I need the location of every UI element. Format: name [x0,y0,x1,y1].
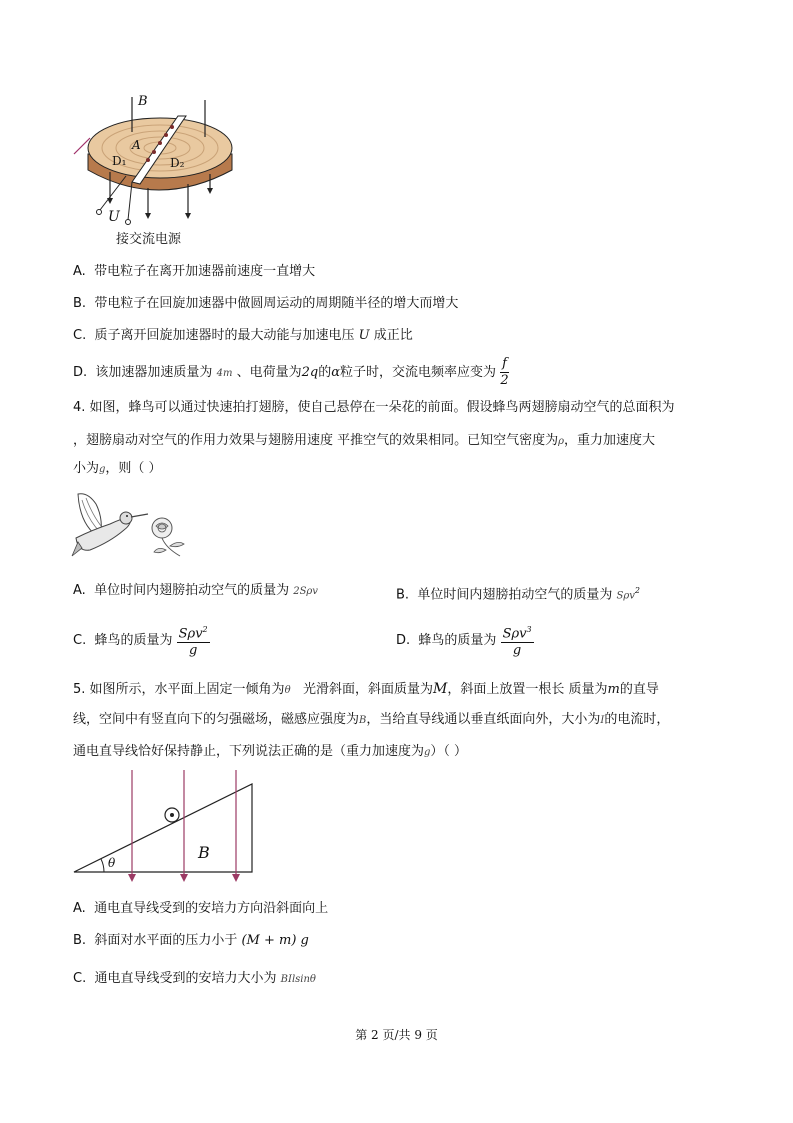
label-D1: D₁ [112,154,127,168]
q5-option-c: C. 通电直导线受到的安培力大小为 BIlsinθ [73,971,316,986]
q5-stem-line2: 线，空间中有竖直向下的匀强磁场，磁感应强度为B，当给直导线通以垂直纸面向外，大小为I的电流时， [73,712,670,727]
incline-label-B: B [198,843,210,862]
q3-option-a: A. 带电粒子在离开加速器前速度一直增大 [73,264,316,279]
hummingbird-illustration [70,486,190,562]
q4-stem-line2: ，翅膀扇动对空气的作用力效果与翅膀用速度 平推空气的效果相同。已知空气密度为ρ，重力加速度大 [73,433,656,448]
q4-stem-line1: 4. 如图，蜂鸟可以通过快速拍打翅膀，使自己悬停在一朵花的前面。假设蜂鸟两翅膀扇动空气的总面积为 [73,400,675,415]
q5-stem-line3: 通电直导线恰好保持静止，下列说法正确的是（重力加速度为g）（ ） [73,744,468,759]
q3-option-b: B. 带电粒子在回旋加速器中做圆周运动的周期随半径的增大而增大 [73,296,459,311]
label-B: B [138,94,148,109]
incline-figure [70,770,260,888]
fraction-f-over-2: $\frac{f}{2}$ [500,356,509,388]
q5-option-b: B. 斜面对水平面的压力小于 (M + m) g [73,933,309,948]
fraction-mass-c: $\frac{S\rho v^2}{g}$ [177,622,210,659]
q3-option-d: D. 该加速器加速质量为 4m 、电荷量为2q的α粒子时，交流电频率应变为 $\frac{f}{2}$ [73,356,509,388]
label-U: U [108,209,120,225]
incline-label-theta: θ [108,856,116,870]
q5-option-a: A. 通电直导线受到的安培力方向沿斜面向上 [73,901,329,916]
page-footer: 第 2 页/共 9 页 [355,1028,438,1042]
figure-caption: 接交流电源 [116,232,182,247]
q4-option-a: A. 单位时间内翅膀拍动空气的质量为 2Sρv [73,583,318,598]
q4-stem-line3: 小为g，则（ ） [73,461,162,476]
q4-option-d: D. 蜂鸟的质量为 $\frac{S\rho v^3}{g}$ [396,622,534,660]
label-A: A [132,138,141,152]
fraction-mass-d: $\frac{S\rho v^3}{g}$ [501,622,534,659]
q4-option-b: B. 单位时间内翅膀拍动空气的质量为 Sρv$^2$ [396,586,640,603]
q4-option-c: C. 蜂鸟的质量为 $\frac{S\rho v^2}{g}$ [73,622,210,660]
q5-stem-line1: 5. 如图所示，水平面上固定一倾角为θ 光滑斜面，斜面质量为M，斜面上放置一根长 质量为m的直导 [73,681,659,697]
q3-option-c: C. 质子离开回旋加速器时的最大动能与加速电压 U 成正比 [73,328,413,343]
label-D2: D₂ [170,156,185,170]
